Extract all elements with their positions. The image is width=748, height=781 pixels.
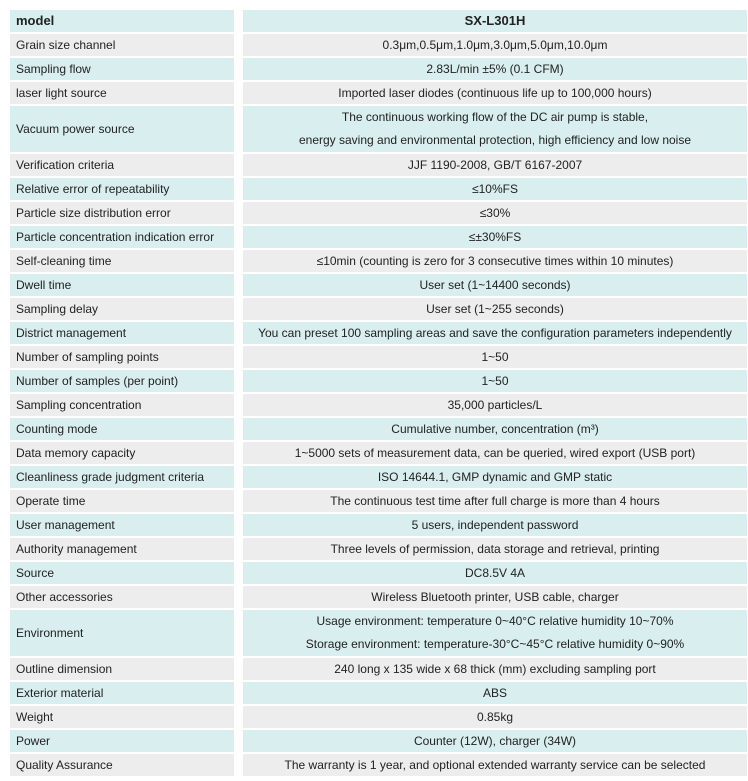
row-label: Particle concentration indication error <box>10 226 243 248</box>
table-row <box>10 706 747 728</box>
row-value: 5 users, independent password <box>243 514 747 536</box>
row-value: 1~50 <box>243 370 747 392</box>
row-value: Cumulative number, concentration (m³) <box>243 418 747 440</box>
row-value: Counter (12W), charger (34W) <box>243 730 747 752</box>
table-row <box>10 394 747 416</box>
table-row <box>10 226 747 248</box>
table-row <box>10 346 747 368</box>
row-value: 2.83L/min ±5% (0.1 CFM) <box>243 58 747 80</box>
row-value: 240 long x 135 wide x 68 thick (mm) excluding sampling port <box>243 658 747 680</box>
table-row <box>10 610 747 656</box>
row-label: Particle size distribution error <box>10 202 243 224</box>
row-value: ABS <box>243 682 747 704</box>
row-value-line: Usage environment: temperature 0~40°C relative humidity 10~70% <box>316 614 674 628</box>
row-value: ≤30% <box>243 202 747 224</box>
row-value: User set (1~255 seconds) <box>243 298 747 320</box>
row-label: Authority management <box>10 538 243 560</box>
row-value: ≤10%FS <box>243 178 747 200</box>
table-row <box>10 754 747 776</box>
table-row <box>10 274 747 296</box>
row-value: The warranty is 1 year, and optional extended warranty service can be selected <box>243 754 747 776</box>
row-label: Vacuum power source <box>10 106 243 152</box>
row-value: You can preset 100 sampling areas and save the configuration parameters independently <box>243 322 747 344</box>
table-row <box>10 586 747 608</box>
row-label: Quality Assurance <box>10 754 243 776</box>
row-value: 1~5000 sets of measurement data, can be queried, wired export (USB port) <box>243 442 747 464</box>
row-label: Sampling concentration <box>10 394 243 416</box>
row-value: DC8.5V 4A <box>243 562 747 584</box>
table-row <box>10 298 747 320</box>
row-value: 0.3μm,0.5μm,1.0μm,3.0μm,5.0μm,10.0μm <box>243 34 747 56</box>
row-value: Wireless Bluetooth printer, USB cable, charger <box>243 586 747 608</box>
row-label: Number of sampling points <box>10 346 243 368</box>
table-row <box>10 250 747 272</box>
table-row <box>10 322 747 344</box>
row-label: laser light source <box>10 82 243 104</box>
row-value-line: energy saving and environmental protection, high efficiency and low noise <box>298 133 692 147</box>
row-value: ≤±30%FS <box>243 226 747 248</box>
row-label: Counting mode <box>10 418 243 440</box>
row-value: The continuous test time after full charge is more than 4 hours <box>243 490 747 512</box>
row-label: Dwell time <box>10 274 243 296</box>
table-row <box>10 538 747 560</box>
table-row <box>10 178 747 200</box>
row-value: ISO 14644.1, GMP dynamic and GMP static <box>243 466 747 488</box>
table-row <box>10 514 747 536</box>
spec-table <box>10 8 747 778</box>
row-value: 35,000 particles/L <box>243 394 747 416</box>
row-label: Sampling flow <box>10 58 243 80</box>
table-row <box>10 562 747 584</box>
row-value: 0.85kg <box>243 706 747 728</box>
row-value: ≤10min (counting is zero for 3 consecutive times within 10 minutes) <box>243 250 747 272</box>
row-label: Grain size channel <box>10 34 243 56</box>
row-label: Environment <box>10 610 243 656</box>
row-label: Outline dimension <box>10 658 243 680</box>
row-label: Exterior material <box>10 682 243 704</box>
row-label: Number of samples (per point) <box>10 370 243 392</box>
row-label: District management <box>10 322 243 344</box>
table-row <box>10 466 747 488</box>
row-label: Source <box>10 562 243 584</box>
row-value: Three levels of permission, data storage and retrieval, printing <box>243 538 747 560</box>
table-row <box>10 106 747 152</box>
row-value: JJF 1190-2008, GB/T 6167-2007 <box>243 154 747 176</box>
row-value: 1~50 <box>243 346 747 368</box>
table-row <box>10 58 747 80</box>
row-value-line: The continuous working flow of the DC air pump is stable, <box>341 110 649 124</box>
row-label: Relative error of repeatability <box>10 178 243 200</box>
row-value <box>243 106 747 152</box>
row-value: Imported laser diodes (continuous life up to 100,000 hours) <box>243 82 747 104</box>
spec-table-body <box>10 10 747 776</box>
row-label: Other accessories <box>10 586 243 608</box>
row-label: Data memory capacity <box>10 442 243 464</box>
table-row <box>10 418 747 440</box>
row-label: User management <box>10 514 243 536</box>
table-row <box>10 34 747 56</box>
row-label: Weight <box>10 706 243 728</box>
header-label: model <box>10 10 243 32</box>
table-header-row <box>10 10 747 32</box>
table-row <box>10 370 747 392</box>
table-row <box>10 658 747 680</box>
row-label: Power <box>10 730 243 752</box>
row-label: Cleanliness grade judgment criteria <box>10 466 243 488</box>
table-row <box>10 82 747 104</box>
row-value-line: Storage environment: temperature-30°C~45°C relative humidity 0~90% <box>305 637 685 651</box>
table-row <box>10 490 747 512</box>
table-row <box>10 202 747 224</box>
table-row <box>10 442 747 464</box>
table-row <box>10 154 747 176</box>
table-row <box>10 730 747 752</box>
row-label: Self-cleaning time <box>10 250 243 272</box>
row-value: User set (1~14400 seconds) <box>243 274 747 296</box>
row-value <box>243 610 747 656</box>
header-value: SX-L301H <box>243 10 747 32</box>
row-label: Verification criteria <box>10 154 243 176</box>
row-label: Operate time <box>10 490 243 512</box>
table-row <box>10 682 747 704</box>
row-label: Sampling delay <box>10 298 243 320</box>
